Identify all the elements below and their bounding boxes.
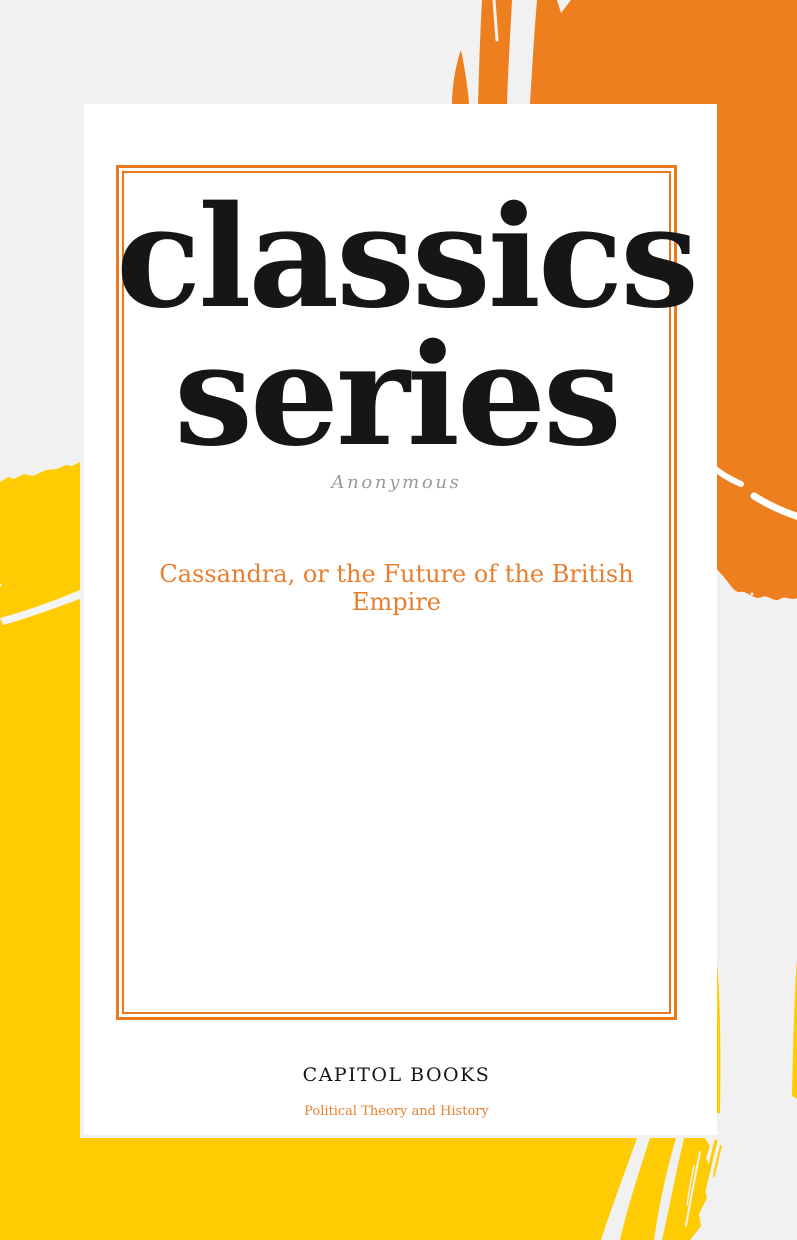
- book-title: Cassandra, or the Future of the British Empire: [159, 560, 634, 616]
- series-title: [116, 176, 697, 478]
- series-title-line2: series: [174, 314, 619, 478]
- publisher-name: CAPITOL BOOKS: [302, 1064, 491, 1086]
- publisher-tagline: Political Theory and History: [304, 1104, 489, 1119]
- author-name: Anonymous: [331, 472, 462, 493]
- series-title-line1: classics: [116, 176, 697, 340]
- cover-card: [84, 104, 717, 1135]
